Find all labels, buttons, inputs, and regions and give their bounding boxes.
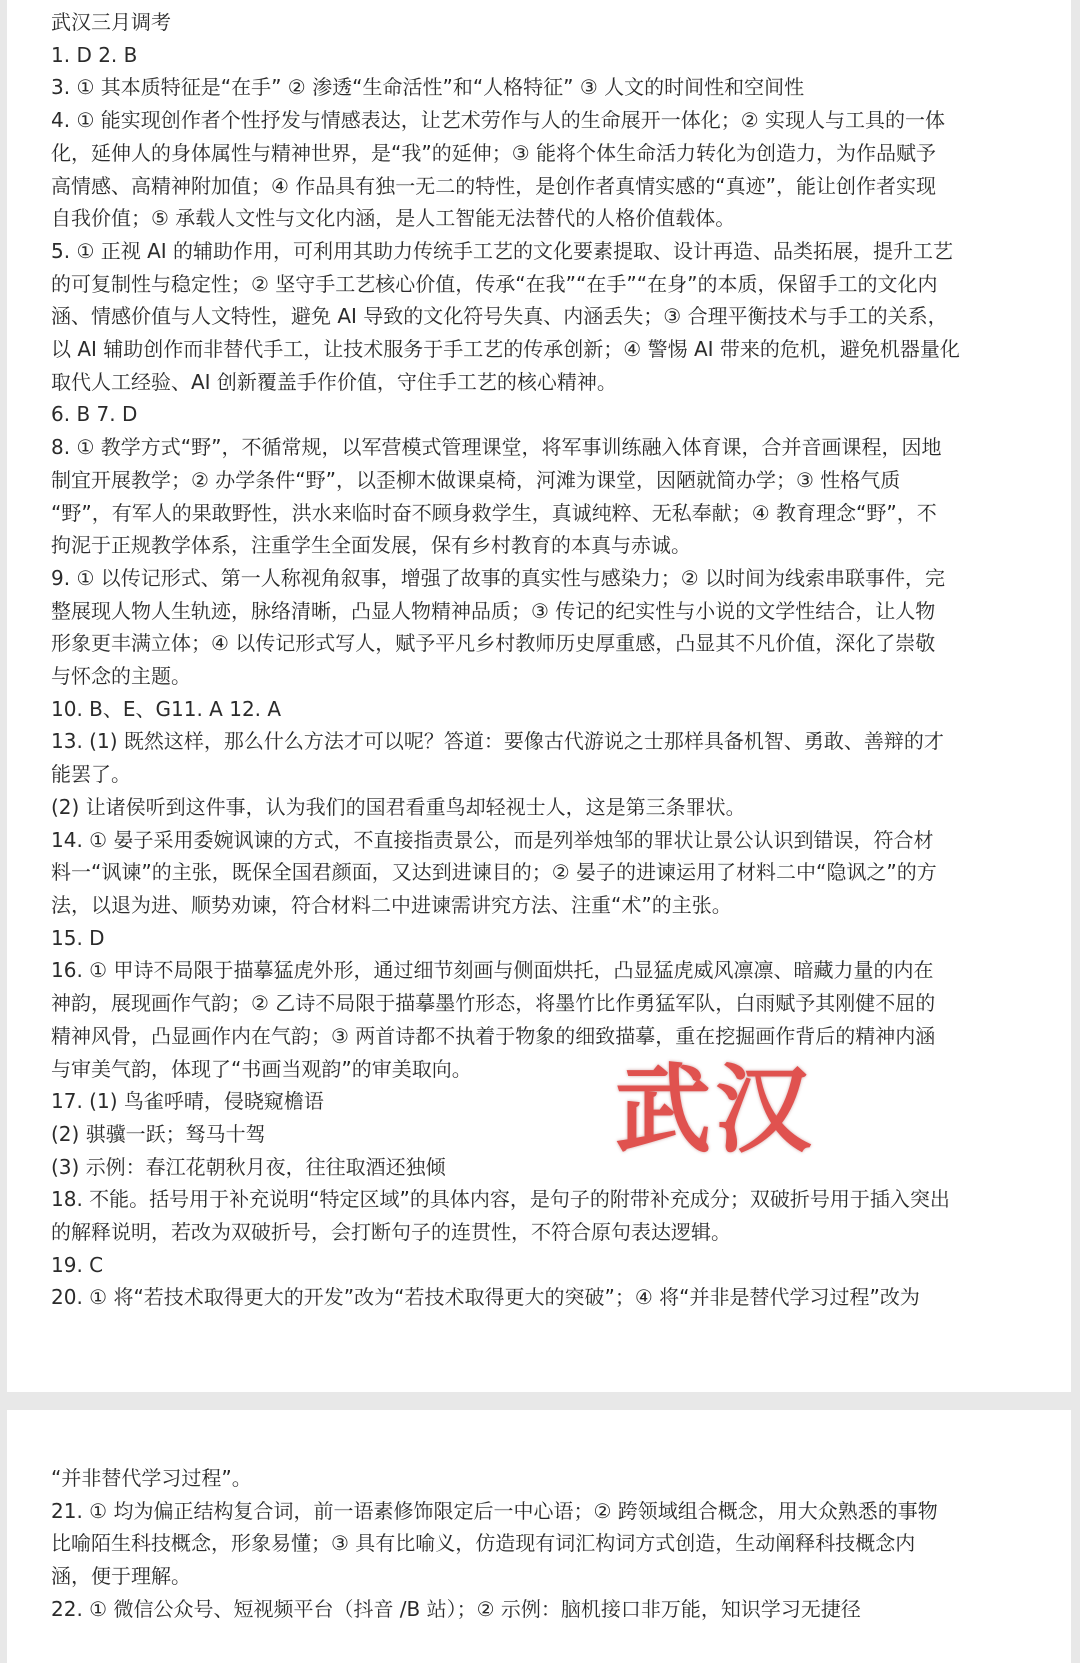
answer-line: (3) 示例：春江花朝秋月夜，往往取酒还独倾 bbox=[51, 1154, 446, 1179]
answer-line: 14. ① 晏子采用委婉讽谏的方式，不直接指责景公，而是列举烛邹的罪状让景公认识到错误，符合材 bbox=[51, 827, 934, 852]
answer-line: 13. (1) 既然这样，那么什么方法才可以呢？答道：要像古代游说之士那样具备机智、勇敢、善辩的才 bbox=[51, 729, 944, 754]
answer-line: (2) 骐骥一跃；驽马十驾 bbox=[51, 1121, 266, 1146]
answer-line: 与审美气韵，体现了“书画当观韵”的审美取向。 bbox=[51, 1056, 472, 1081]
answer-line: 整展现人物人生轨迹，脉络清晰，凸显人物精神品质；③ 传记的纪实性与小说的文学性结合，让人物 bbox=[51, 598, 936, 623]
answer-line: 拘泥于正规教学体系，注重学生全面发展，保有乡村教育的本真与赤诚。 bbox=[51, 533, 691, 558]
answer-line: 神韵，展现画作气韵；② 乙诗不局限于描摹墨竹形态，将墨竹比作勇猛军队，白雨赋予其刚健不屈的 bbox=[51, 991, 936, 1016]
answer-page-1 bbox=[7, 0, 1071, 1392]
answer-line: 涵，便于理解。 bbox=[51, 1564, 191, 1589]
answer-line: 的可复制性与稳定性；② 坚守手工艺核心价值，传承“在我”“在手”“在身”的本质，保留手工的文化内 bbox=[51, 271, 938, 296]
answer-line: 17. (1) 鸟雀呼晴，侵晓窥檐语 bbox=[51, 1089, 324, 1114]
answer-line: (2) 让诸侯听到这件事，认为我们的国君看重鸟却轻视士人，这是第三条罪状。 bbox=[51, 794, 746, 819]
answer-page-2 bbox=[7, 1410, 1071, 1663]
answer-line: 10. B、E、G11. A 12. A bbox=[51, 696, 282, 721]
answer-line: 以 AI 辅助创作而非替代手工，让技术服务于手工艺的传承创新；④ 警惕 AI 带来的危机，避免机器量化 bbox=[51, 337, 960, 362]
answer-line: 制宜开展教学；② 办学条件“野”，以歪柳木做课桌椅，河滩为课堂，因陋就简办学；③ 性格气质 bbox=[51, 467, 901, 492]
answer-line: 与怀念的主题。 bbox=[51, 664, 191, 689]
answer-line: 6. B 7. D bbox=[51, 402, 138, 427]
answer-line: 料一“讽谏”的主张，既保全国君颜面，又达到进谏目的；② 晏子的进谏运用了材料二中“隐讽之”的方 bbox=[51, 860, 937, 885]
answer-line: 22. ① 微信公众号、短视频平台（抖音 /B 站）；② 示例：脑机接口非万能，知识学习无捷径 bbox=[51, 1596, 861, 1621]
watermark-stamp: 武汉 bbox=[615, 1054, 815, 1166]
answer-line: 4. ① 能实现创作者个性抒发与情感表达，让艺术劳作与人的生命展开一体化；② 实现人与工具的一体 bbox=[51, 108, 946, 133]
answer-line: 能罢了。 bbox=[51, 762, 131, 787]
answer-line: 法，以退为进、顺势劝谏，符合材料二中进谏需讲究方法、注重“术”的主张。 bbox=[51, 892, 732, 917]
answer-line: 化，延伸人的身体属性与精神世界，是“我”的延伸；③ 能将个体生命活力转化为创造力，为作品赋予 bbox=[51, 140, 937, 165]
answer-line: 16. ① 甲诗不局限于描摹猛虎外形，通过细节刻画与侧面烘托，凸显猛虎威风凛凛、暗藏力量的内在 bbox=[51, 958, 934, 983]
answer-line: 精神风骨，凸显画作内在气韵；③ 两首诗都不执着于物象的细致描摹，重在挖掘画作背后的精神内涵 bbox=[51, 1023, 936, 1048]
answer-line: 21. ① 均为偏正结构复合词，前一语素修饰限定后一中心语；② 跨领域组合概念，用大众熟悉的事物 bbox=[51, 1498, 938, 1523]
answer-line: 18. 不能。括号用于补充说明“特定区域”的具体内容，是句子的附带补充成分；双破折号用于插入突出 bbox=[51, 1187, 950, 1212]
answer-line: 8. ① 教学方式“野”，不循常规，以军营模式管理课堂，将军事训练融入体育课，合并音画课程，因地 bbox=[51, 435, 942, 460]
answer-line: 5. ① 正视 AI 的辅助作用，可利用其助力传统手工艺的文化要素提取、设计再造、品类拓展，提升工艺 bbox=[51, 238, 954, 263]
answer-line: 20. ① 将“若技术取得更大的开发”改为“若技术取得更大的突破”；④ 将“并非是替代学习过程”改为 bbox=[51, 1285, 920, 1310]
answer-line: 高情感、高精神附加值；④ 作品具有独一无二的特性，是创作者真情实感的“真迹”，能让创作者实现 bbox=[51, 173, 937, 198]
answer-line: “并非替代学习过程”。 bbox=[51, 1466, 252, 1490]
answer-line: 比喻陌生科技概念，形象易懂；③ 具有比喻义，仿造现有词汇构词方式创造，生动阐释科技概念内 bbox=[51, 1531, 916, 1556]
answer-line: 9. ① 以传记形式、第一人称视角叙事，增强了故事的真实性与感染力；② 以时间为线索串联事件，完 bbox=[51, 565, 946, 590]
answer-line: 自我价值；⑤ 承载人文性与文化内涵，是人工智能无法替代的人格价值载体。 bbox=[51, 206, 736, 231]
answer-line: “野”，有军人的果敢野性，洪水来临时奋不顾身救学生，真诚纯粹、无私奉献；④ 教育理念“野”，不 bbox=[51, 500, 937, 525]
answer-line: 的解释说明，若改为双破折号，会打断句子的连贯性，不符合原句表达逻辑。 bbox=[51, 1220, 731, 1245]
answer-line: 涵、情感价值与人文特性，避免 AI 导致的文化符号失真、内涵丢失；③ 合理平衡技术与手工的关系， bbox=[51, 304, 948, 329]
answer-line: 形象更丰满立体；④ 以传记形式写人，赋予平凡乡村教师历史厚重感，凸显其不凡价值，深化了崇敬 bbox=[51, 631, 936, 656]
answer-line: 19. C bbox=[51, 1252, 104, 1277]
answer-line: 取代人工经验、AI 创新覆盖手作价值，守住手工艺的核心精神。 bbox=[51, 369, 617, 394]
answer-line: 武汉三月调考 bbox=[51, 10, 171, 34]
answer-line: 1. D 2. B bbox=[51, 42, 138, 67]
answer-line: 3. ① 其本质特征是“在手” ② 渗透“生命活性”和“人格特征” ③ 人文的时间性和空间性 bbox=[51, 75, 805, 100]
answer-line: 15. D bbox=[51, 925, 105, 950]
